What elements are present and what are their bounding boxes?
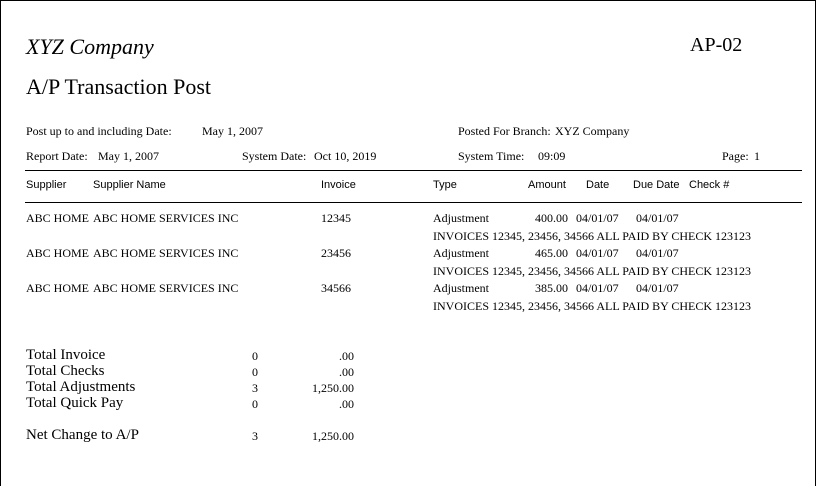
row-invoice: 34566 xyxy=(321,281,351,295)
col-due-date: Due Date xyxy=(633,179,680,191)
row-invoice: 23456 xyxy=(321,246,351,260)
system-date-label: System Date: xyxy=(242,149,307,163)
row-date: 04/01/07 xyxy=(576,246,619,260)
net-change-count: 3 xyxy=(252,429,258,443)
posted-for-branch-label: Posted For Branch: xyxy=(458,124,551,138)
col-type: Type xyxy=(433,179,457,191)
company-name: XYZ Company xyxy=(26,34,154,59)
total-count: 0 xyxy=(252,397,258,411)
system-date-value: Oct 10, 2019 xyxy=(314,149,377,163)
col-supplier-name: Supplier Name xyxy=(93,179,166,191)
row-date: 04/01/07 xyxy=(576,281,619,295)
col-supplier: Supplier xyxy=(26,179,67,191)
total-count: 0 xyxy=(252,365,258,379)
row-type: Adjustment xyxy=(433,246,489,260)
total-amount: .00 xyxy=(339,349,354,363)
col-invoice: Invoice xyxy=(321,179,356,191)
header-rule-bottom xyxy=(25,202,802,203)
total-label: Total Checks xyxy=(26,363,105,379)
system-time-value: 09:09 xyxy=(538,149,566,163)
row-supplier-name: ABC HOME SERVICES INC xyxy=(93,246,239,260)
row-supplier: ABC HOME xyxy=(26,281,90,295)
net-change-label: Net Change to A/P xyxy=(26,427,139,443)
total-count: 0 xyxy=(252,349,258,363)
col-amount: Amount xyxy=(528,179,566,191)
row-supplier: ABC HOME xyxy=(26,246,90,260)
row-supplier-name: ABC HOME SERVICES INC xyxy=(93,211,239,225)
col-date: Date xyxy=(586,179,610,191)
posted-for-branch-value: XYZ Company xyxy=(555,124,630,138)
total-count: 3 xyxy=(252,381,258,395)
row-type: Adjustment xyxy=(433,281,489,295)
page-label: Page: xyxy=(722,149,749,163)
total-amount: 1,250.00 xyxy=(312,381,354,395)
total-label: Total Adjustments xyxy=(26,379,136,395)
row-invoice: 12345 xyxy=(321,211,351,225)
row-date: 04/01/07 xyxy=(576,211,619,225)
row-due-date: 04/01/07 xyxy=(636,281,679,295)
total-amount: .00 xyxy=(339,365,354,379)
row-memo: INVOICES 12345, 23456, 34566 ALL PAID BY CHECK 123123 xyxy=(433,299,752,313)
row-supplier: ABC HOME xyxy=(26,211,90,225)
total-amount: .00 xyxy=(339,397,354,411)
row-memo: INVOICES 12345, 23456, 34566 ALL PAID BY CHECK 123123 xyxy=(433,264,752,278)
net-change-amount: 1,250.00 xyxy=(312,429,354,443)
row-amount: 465.00 xyxy=(535,246,568,260)
post-up-to-value: May 1, 2007 xyxy=(202,124,263,138)
row-due-date: 04/01/07 xyxy=(636,246,679,260)
system-time-label: System Time: xyxy=(458,149,525,163)
header-rule-top xyxy=(25,170,802,171)
report-title: A/P Transaction Post xyxy=(26,74,212,99)
total-label: Total Quick Pay xyxy=(26,395,124,411)
post-up-to-label: Post up to and including Date: xyxy=(26,124,172,138)
total-label: Total Invoice xyxy=(26,347,106,363)
page-number: 1 xyxy=(754,149,760,163)
report-date-label: Report Date: xyxy=(26,149,88,163)
row-due-date: 04/01/07 xyxy=(636,211,679,225)
report-date-value: May 1, 2007 xyxy=(98,149,159,163)
row-amount: 385.00 xyxy=(535,281,568,295)
row-memo: INVOICES 12345, 23456, 34566 ALL PAID BY CHECK 123123 xyxy=(433,229,752,243)
report-id: AP-02 xyxy=(690,34,743,56)
row-supplier-name: ABC HOME SERVICES INC xyxy=(93,281,239,295)
col-check: Check # xyxy=(689,179,730,191)
row-type: Adjustment xyxy=(433,211,489,225)
row-amount: 400.00 xyxy=(535,211,568,225)
